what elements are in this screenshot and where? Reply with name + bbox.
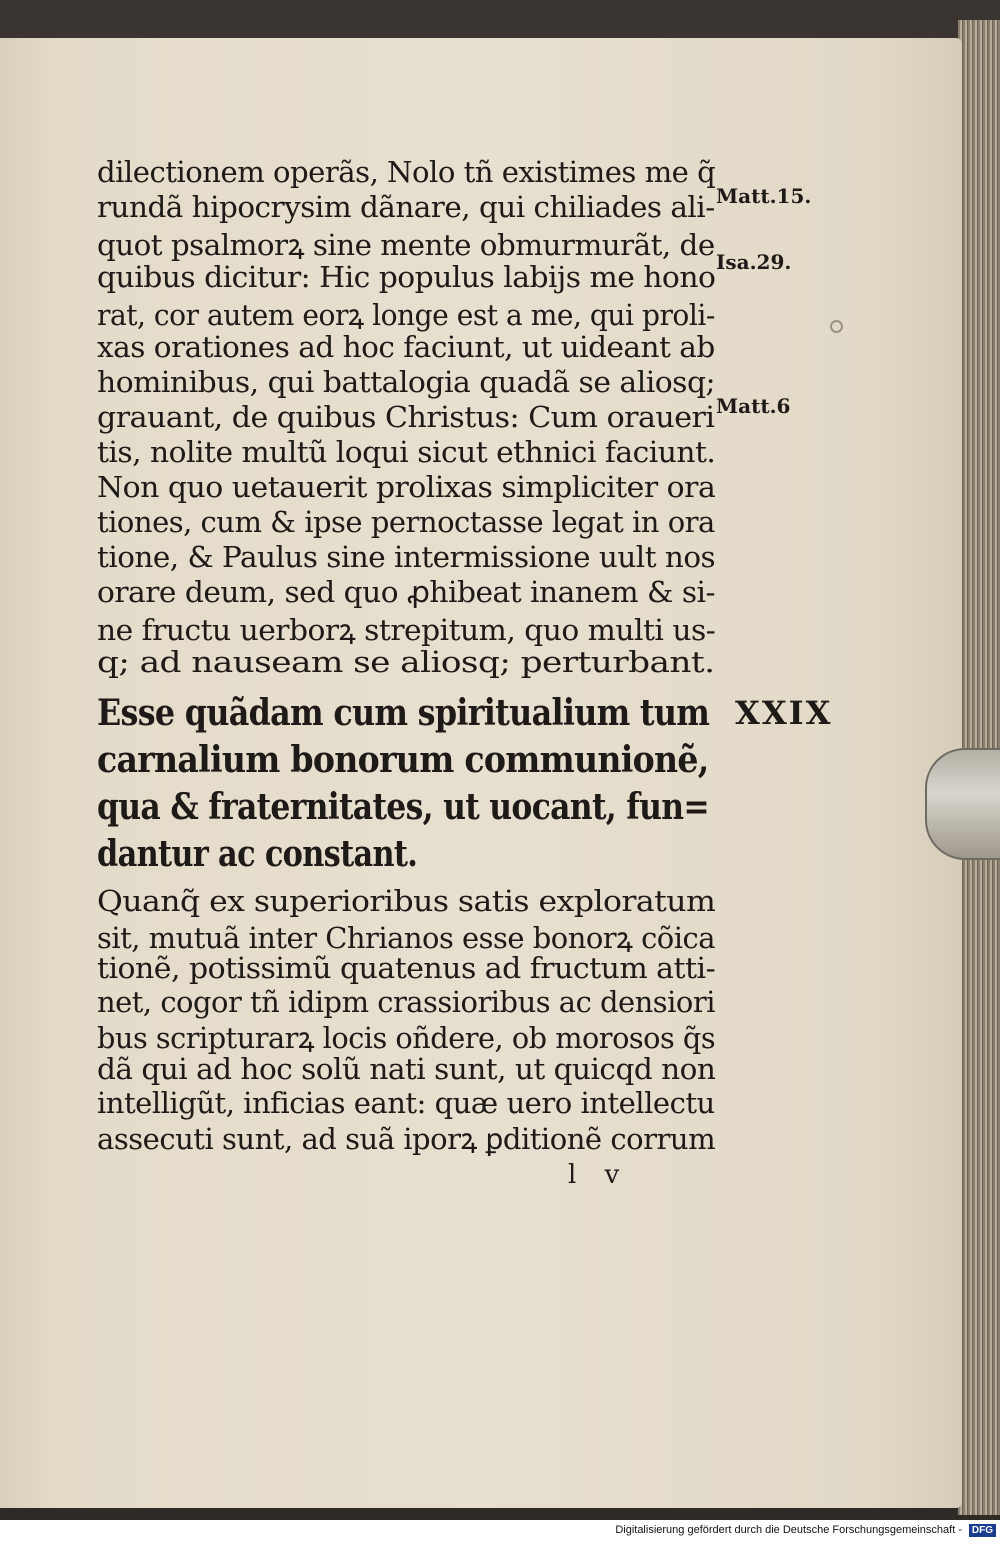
text-line: tis, nolite multũ loqui sicut ethnici faciunt. <box>97 435 716 469</box>
book-clasp <box>925 748 1000 860</box>
text-line: ne fructu uerborꝝ strepitum, quo multi us- <box>97 613 716 647</box>
text-line: orare deum, sed quo ꝓhibeat inanem & si- <box>97 575 716 609</box>
text-line: xas orationes ad hoc faciunt, ut uideant ab <box>97 330 715 364</box>
margin-note: Matt.15. <box>716 184 812 208</box>
text-line: intelligũt, inficias eant: quæ uero intellectu <box>97 1085 715 1120</box>
text-line: grauant, de quibus Christus: Cum oraueri <box>97 400 715 434</box>
text-line: tionẽ, potissimũ quatenus ad fructum atti- <box>97 951 716 986</box>
book-top-edge <box>0 0 1000 40</box>
text-line: rat, cor autem eorꝝ longe est a me, qui proli- <box>97 298 715 332</box>
text-line: bus scripturarꝝ locis oñdere, ob morosos q̃s <box>97 1021 716 1056</box>
funding-credit: Digitalisierung gefördert durch die Deutsche Forschungsgemeinschaft - <box>615 1524 962 1536</box>
page-blemish <box>830 320 843 333</box>
text-line: Non quo uetauerit prolixas simpliciter ora <box>97 470 716 504</box>
text-line: quot psalmorꝝ sine mente obmurmurãt, de <box>97 228 715 262</box>
heading-line: Esse quãdam cum spiritualium tum <box>97 692 710 734</box>
heading-line: dantur ac constant. <box>97 833 418 875</box>
text-line: quibus dicitur: Hic populus labijs me hono <box>97 260 716 294</box>
text-line: tione, & Paulus sine intermissione uult nos <box>97 540 716 574</box>
dfg-logo: DFG <box>969 1524 996 1537</box>
heading-line: qua & fraternitates, ut uocant, fun= <box>97 786 710 828</box>
text-line: tiones, cum & ipse pernoctasse legat in ora <box>97 505 715 539</box>
text-line: dilectionem operãs, Nolo tñ existimes me q̃ <box>97 155 716 189</box>
text-line: sit, mutuã inter Chrianos esse bonorꝝ cõica <box>97 920 715 955</box>
text-line: hominibus, qui battalogia quadã se aliosq; <box>97 365 716 399</box>
text-line: assecuti sunt, ad suã iporꝝ ꝑditionẽ corrum <box>97 1122 716 1157</box>
text-line: dã qui ad hoc solũ nati sunt, ut quicqd non <box>97 1052 716 1086</box>
chapter-number: XXIX <box>735 694 833 732</box>
signature-mark: l v <box>568 1160 630 1190</box>
heading-line: carnalium bonorum communionẽ, <box>97 739 709 781</box>
text-line: q; ad nauseam se aliosq; perturbant. <box>97 645 715 679</box>
footer-bar <box>0 1520 1000 1545</box>
margin-note: Isa.29. <box>716 250 792 274</box>
text-line: net, cogor tñ idipm crassioribus ac densiori <box>97 984 715 1019</box>
margin-note: Matt.6 <box>716 394 791 418</box>
text-line: Quanq̃ ex superioribus satis exploratum <box>97 884 716 918</box>
text-line: rundã hipocrysim dãnare, qui chiliades ali- <box>97 190 715 224</box>
